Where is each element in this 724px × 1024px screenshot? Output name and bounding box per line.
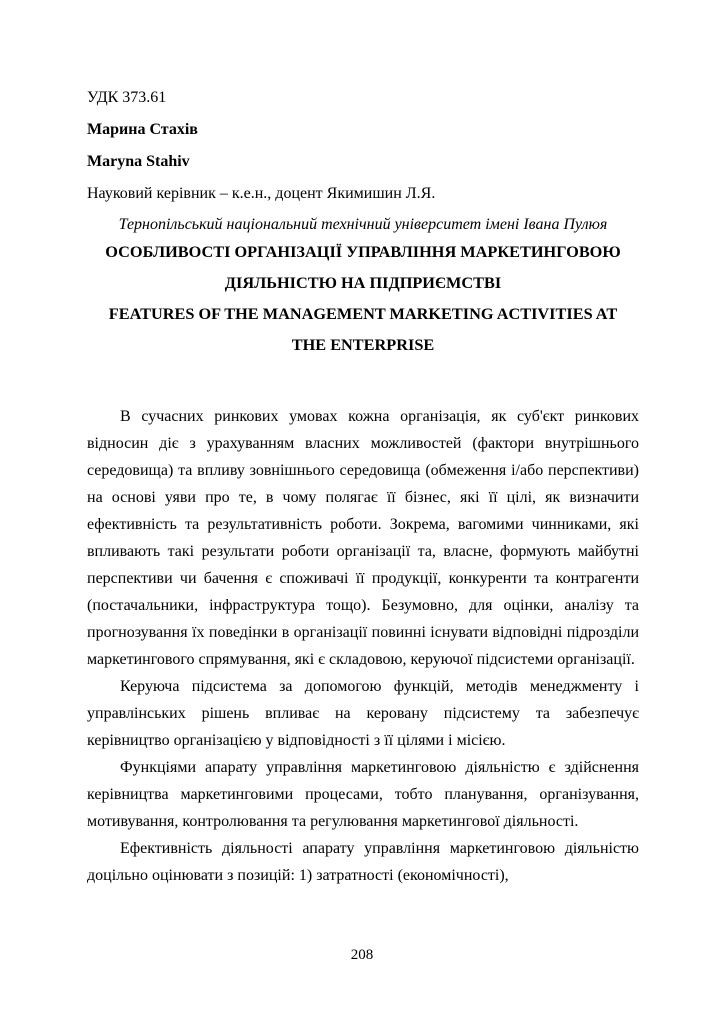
article-title — [87, 238, 639, 359]
title-ua-line-2: ДІЯЛЬНІСТЮ НА ПІДПРИЄМСТВІ — [224, 273, 502, 292]
body-paragraph-2: Керуюча підсистема за допомогою функцій, методів менеджменту і управлінських рішень впливає на керовану підсистему та забезпечує керівництво організацією у відповідності з її цілями і місією. — [87, 678, 639, 749]
title-ua-line-1: ОСОБЛИВОСТІ ОРГАНІЗАЦІЇ УПРАВЛІННЯ МАРКЕТИНГОВОЮ — [105, 242, 621, 261]
body-paragraph-1: В сучасних ринкових умовах кожна організація, як суб'єкт ринкових відносин діє з урахуванням власних можливостей (фактори внутрішнього середовища) та впливу зовнішнього середовища (обмеження і/або перспективи) на основі уяви про те, в чому полягає її бізнес, які її цілі, як визначити ефективність та результативність роботи. Зокрема, вагомими чинниками, які впливають такі результати роботи організації та, власне, формують майбутні перспективи чи бачення є споживачі її продукції, конкуренти та контрагенти (постачальники, інфраструктура тощо). Безумовно, для оцінки, аналізу та прогнозування їх поведінки в організації повинні існувати відповідні підрозділи маркетингового спрямування, які є складовою, керуючої підсистеми організації. — [87, 408, 639, 668]
article-page — [87, 82, 639, 889]
supervisor-line: Науковий керівник – к.е.н., доцент Якимишин Л.Я. — [87, 185, 436, 202]
body-paragraph-3: Функціями апарату управління маркетинговою діяльністю є здійснення керівництва маркетинговими процесами, тобто планування, організування, мотивування, контролювання та регулювання маркетингової діяльності. — [87, 759, 639, 830]
author-name-en: Maryna Stahiv — [87, 153, 190, 170]
author-name-ua: Марина Стахів — [87, 121, 198, 138]
title-en-line-1: FEATURES OF THE MANAGEMENT MARKETING ACTIVITIES AT — [108, 304, 618, 323]
page-number: 208 — [350, 947, 374, 963]
university-name: Тернопільський національний технічний університет імені Івана Пулюя — [118, 216, 608, 233]
body-paragraph-4: Ефективність діяльності апарату управління маркетинговою діяльністю доцільно оцінювати з позицій: 1) затратності (економічності), — [87, 840, 639, 884]
title-en-line-2: THE ENTERPRISE — [291, 335, 435, 354]
article-body — [87, 403, 639, 889]
udk-code: УДК 373.61 — [87, 89, 167, 106]
